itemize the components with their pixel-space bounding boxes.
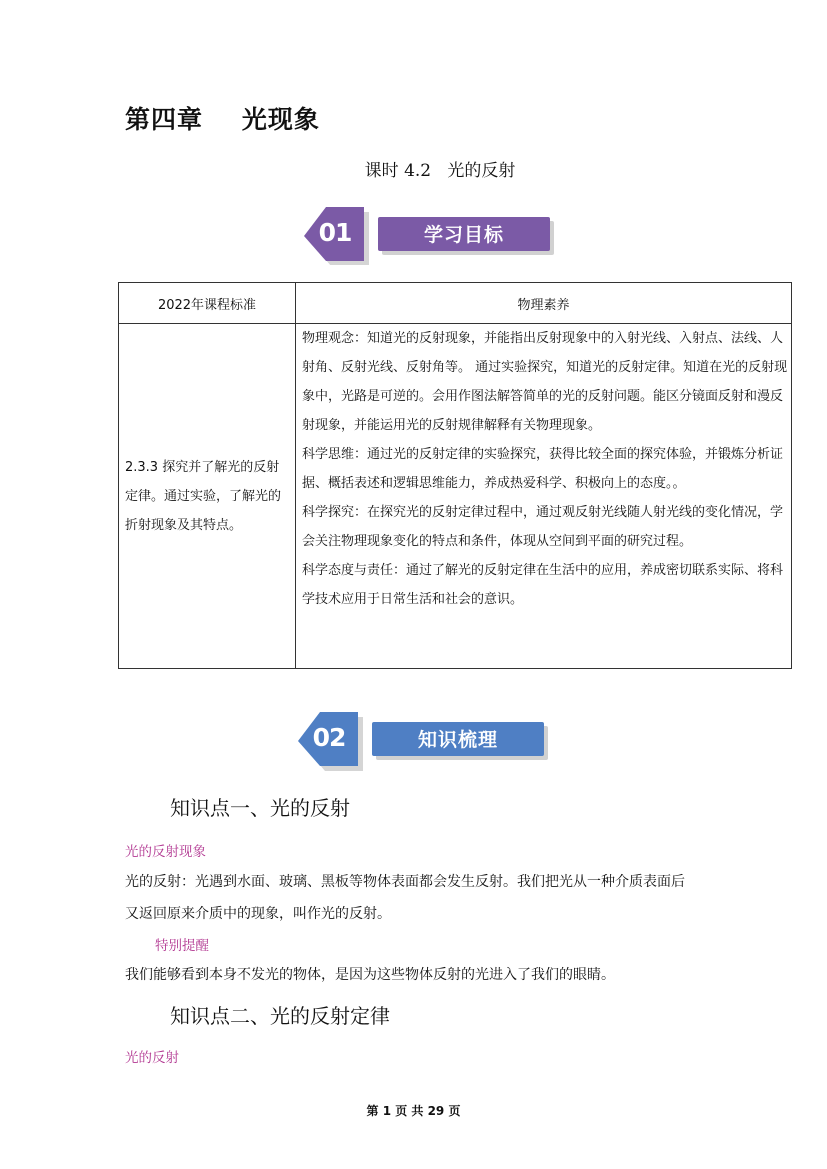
tip-text: 我们能够看到本身不发光的物体，是因为这些物体反射的光进入了我们的眼睛。 [125,967,615,983]
section-label: 知识梳理 [417,729,498,751]
chapter-title: 第四章 光现象 [125,105,320,134]
section-number: 01 [318,218,352,247]
literacy-attitude-responsibility: 科学态度与责任：通过了解光的反射定律在生活中的应用，养成密切联系实际、将科学技术应用于日常生活和社会的意识。 [302,563,784,607]
kp1-line1: 光的反射：光遇到水面、玻璃、黑板等物体表面都会发生反射。我们把光从一种介质表面后 [125,874,685,890]
header-literacy: 物理素养 [296,283,792,324]
lesson-title: 课时 4.2 光的反射 [364,161,516,181]
section-badge-goals [300,205,560,265]
kp1-sub-heading: 光的反射现象 [125,844,206,860]
standard-cell: 2.3.3 探究并了解光的反射定律。通过实验，了解光的折射现象及其特点。 [119,324,296,669]
literacy-physics-concept: 物理观念：知道光的反射现象，并能指出反射现象中的入射光线、入射点、法线、人射角、反射光线、反射角等。 通过实验探究，知道光的反射定律。知道在光的反射现象中，光路是可逆的。会用作图法解答简单的光的反射问题。能区分镜面反射和漫反射现象，并能运用光的反射规律解释有关物理现象。 [302,331,788,433]
section-label: 学习目标 [423,224,504,246]
literacy-scientific-inquiry: 科学探究：在探究光的反射定律过程中，通过观反射光线随人射光线的变化情况，学会关注物理现象变化的特点和条件，体现从空间到平面的研究过程。 [302,505,784,549]
page-footer: 第 1 页 共 29 页 [366,1104,461,1118]
knowledge-point-2-heading: 知识点二、光的反射定律 [170,1004,390,1028]
kp2-sub-heading: 光的反射 [125,1050,179,1066]
header-standard: 2022年课程标准 [119,283,296,324]
table-header-row [119,283,792,324]
section-badge-knowledge [294,710,554,770]
table-row [119,324,792,669]
literacy-cell [296,324,792,669]
section-number: 02 [312,723,346,752]
literacy-scientific-thinking: 科学思维：通过光的反射定律的实验探究，获得比较全面的探究体验，并锻炼分析证据、概括表述和逻辑思维能力，养成热爱科学、积极向上的态度。。 [302,447,784,491]
kp1-line2: 又返回原来介质中的现象，叫作光的反射。 [125,906,391,922]
goals-table [118,282,792,669]
knowledge-point-1-heading: 知识点一、光的反射 [170,796,350,820]
tip-label: 特别提醒 [155,938,209,954]
